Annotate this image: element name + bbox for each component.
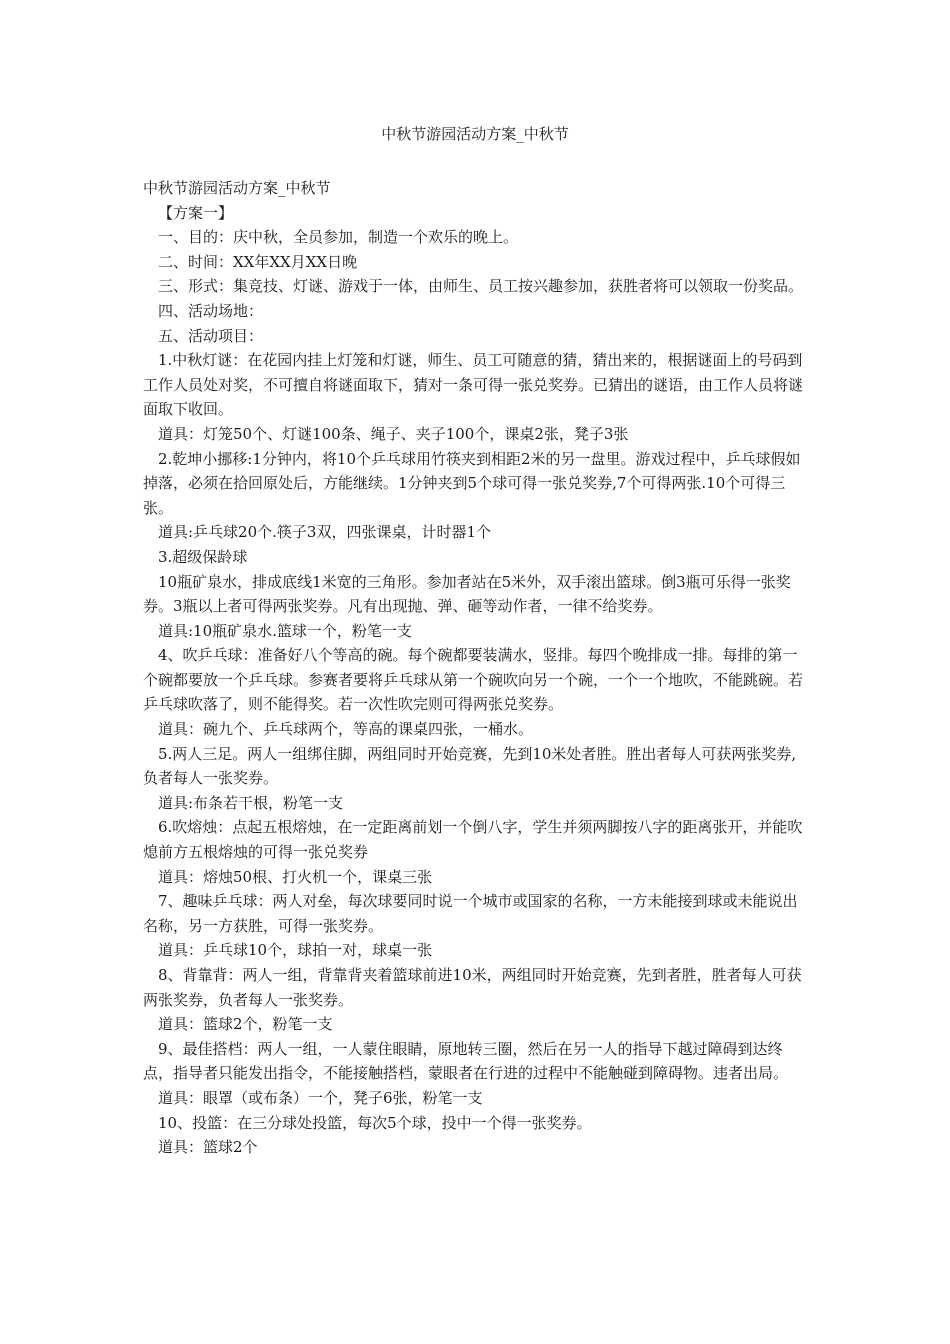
body-paragraph: 9、最佳搭档：两人一组，一人蒙住眼睛，原地转三圈，然后在另一人的指导下越过障碍到达终点，指导者只能发出指令，不能接触搭档，蒙眼者在行进的过程中不能触碰到障碍物。违者出局。 — [143, 1039, 789, 1083]
body-paragraph: 道具：眼罩（或布条）一个，凳子6张，粉笔一支 — [158, 1088, 483, 1107]
body-paragraph: 四、活动场地： — [158, 301, 264, 320]
body-paragraph: 10、投篮：在三分球处投篮，每次5个球，投中一个得一张奖券。 — [158, 1113, 592, 1132]
body-paragraph: 道具：灯笼50个、灯谜100条、绳子、夹子100个，课桌2张，凳子3张 — [158, 424, 629, 443]
document-body — [143, 176, 810, 1160]
body-paragraph: 道具：碗九个、乒乓球两个，等高的课桌四张，一桶水。 — [158, 720, 534, 739]
body-paragraph: 7、趣味乒乓球：两人对垒，每次球要同时说一个城市或国家的名称，一方未能接到球或未能说出名称，另一方获胜，可得一张奖券。 — [143, 892, 798, 935]
body-paragraph: 2.乾坤小挪移:1分钟内，将10个乒乓球用竹筷夹到相距2米的另一盘里。游戏过程中，乒乓球假如掉落，必须在拾回原处后，方能继续。1分钟夹到5个球可得一张兑奖券,7个可得两张.10个可得三张。 — [143, 449, 801, 517]
body-paragraph: 6.吹熔烛：点起五根熔烛，在一定距离前划一个倒八字，学生并须两脚按八字的距离张开，并能吹熄前方五根熔烛的可得一张兑奖券 — [143, 818, 803, 862]
body-paragraph: 8、背靠背：两人一组，背靠背夹着篮球前进10米，两组同时开始竞赛，先到者胜，胜者每人可获两张奖券，负者每人一张奖券。 — [143, 966, 802, 1009]
body-paragraph: 五、活动项目： — [158, 326, 264, 345]
body-paragraph: 1.中秋灯谜：在花园内挂上灯笼和灯谜，师生、员工可随意的猜，猜出来的，根据谜面上的号码到工作人员处对奖，不可擅自将谜面取下，猜对一条可得一张兑奖券。已猜出的谜语，由工作人员将谜面取下收回。 — [143, 351, 804, 419]
body-paragraph: 道具:乒乓球20个.筷子3双，四张课桌，计时器1个 — [158, 523, 491, 542]
body-paragraph: 5.两人三足。两人一组绑住脚，两组同时开始竞赛，先到10米处者胜。胜出者每人可获两张奖券,负者每人一张奖券。 — [143, 744, 797, 788]
document-title: 中秋节游园活动方案_中秋节 — [381, 125, 569, 143]
body-paragraph: 3.超级保龄球 — [158, 547, 248, 566]
body-paragraph: 【方案一】 — [158, 203, 234, 222]
body-paragraph: 10瓶矿泉水，排成底线1米宽的三角形。参加者站在5米外，双手滚出篮球。倒3瓶可乐得一张奖券。3瓶以上者可得两张奖券。凡有出现抛、弹、砸等动作者，一律不给奖券。 — [143, 572, 791, 616]
body-paragraph: 三、形式：集竞技、灯谜、游戏于一体，由师生、员工按兴趣参加，获胜者将可以领取一份奖品。 — [158, 277, 804, 296]
body-paragraph: 道具：熔烛50根、打火机一个，课桌三张 — [158, 867, 433, 886]
body-paragraph: 道具：篮球2个 — [158, 1138, 258, 1157]
body-paragraph: 一、目的：庆中秋，全员参加，制造一个欢乐的晚上。 — [158, 228, 519, 247]
body-paragraph: 4、吹乒乓球：准备好八个等高的碗。每个碗都要装满水，竖排。每四个晚排成一排。每排的第一个碗都要放一个乒乓球。参赛者要将乒乓球从第一个碗吹向另一个碗，一个一个地吹，不能跳碗。若乒乓球吹落了，则不能得奖。若一次性吹完则可得两张兑奖券。 — [143, 646, 804, 714]
document-heading: 中秋节游园活动方案_中秋节 — [143, 179, 331, 197]
body-paragraph: 二、时间：XX年XX月XX日晚 — [158, 252, 358, 271]
body-paragraph: 道具:布条若干根，粉笔一支 — [158, 793, 344, 812]
body-paragraph: 道具:10瓶矿泉水.篮球一个，粉笔一支 — [158, 621, 412, 640]
body-paragraph: 道具：乒乓球10个，球拍一对，球桌一张 — [158, 941, 433, 960]
body-paragraph: 道具：篮球2个，粉笔一支 — [158, 1015, 333, 1034]
